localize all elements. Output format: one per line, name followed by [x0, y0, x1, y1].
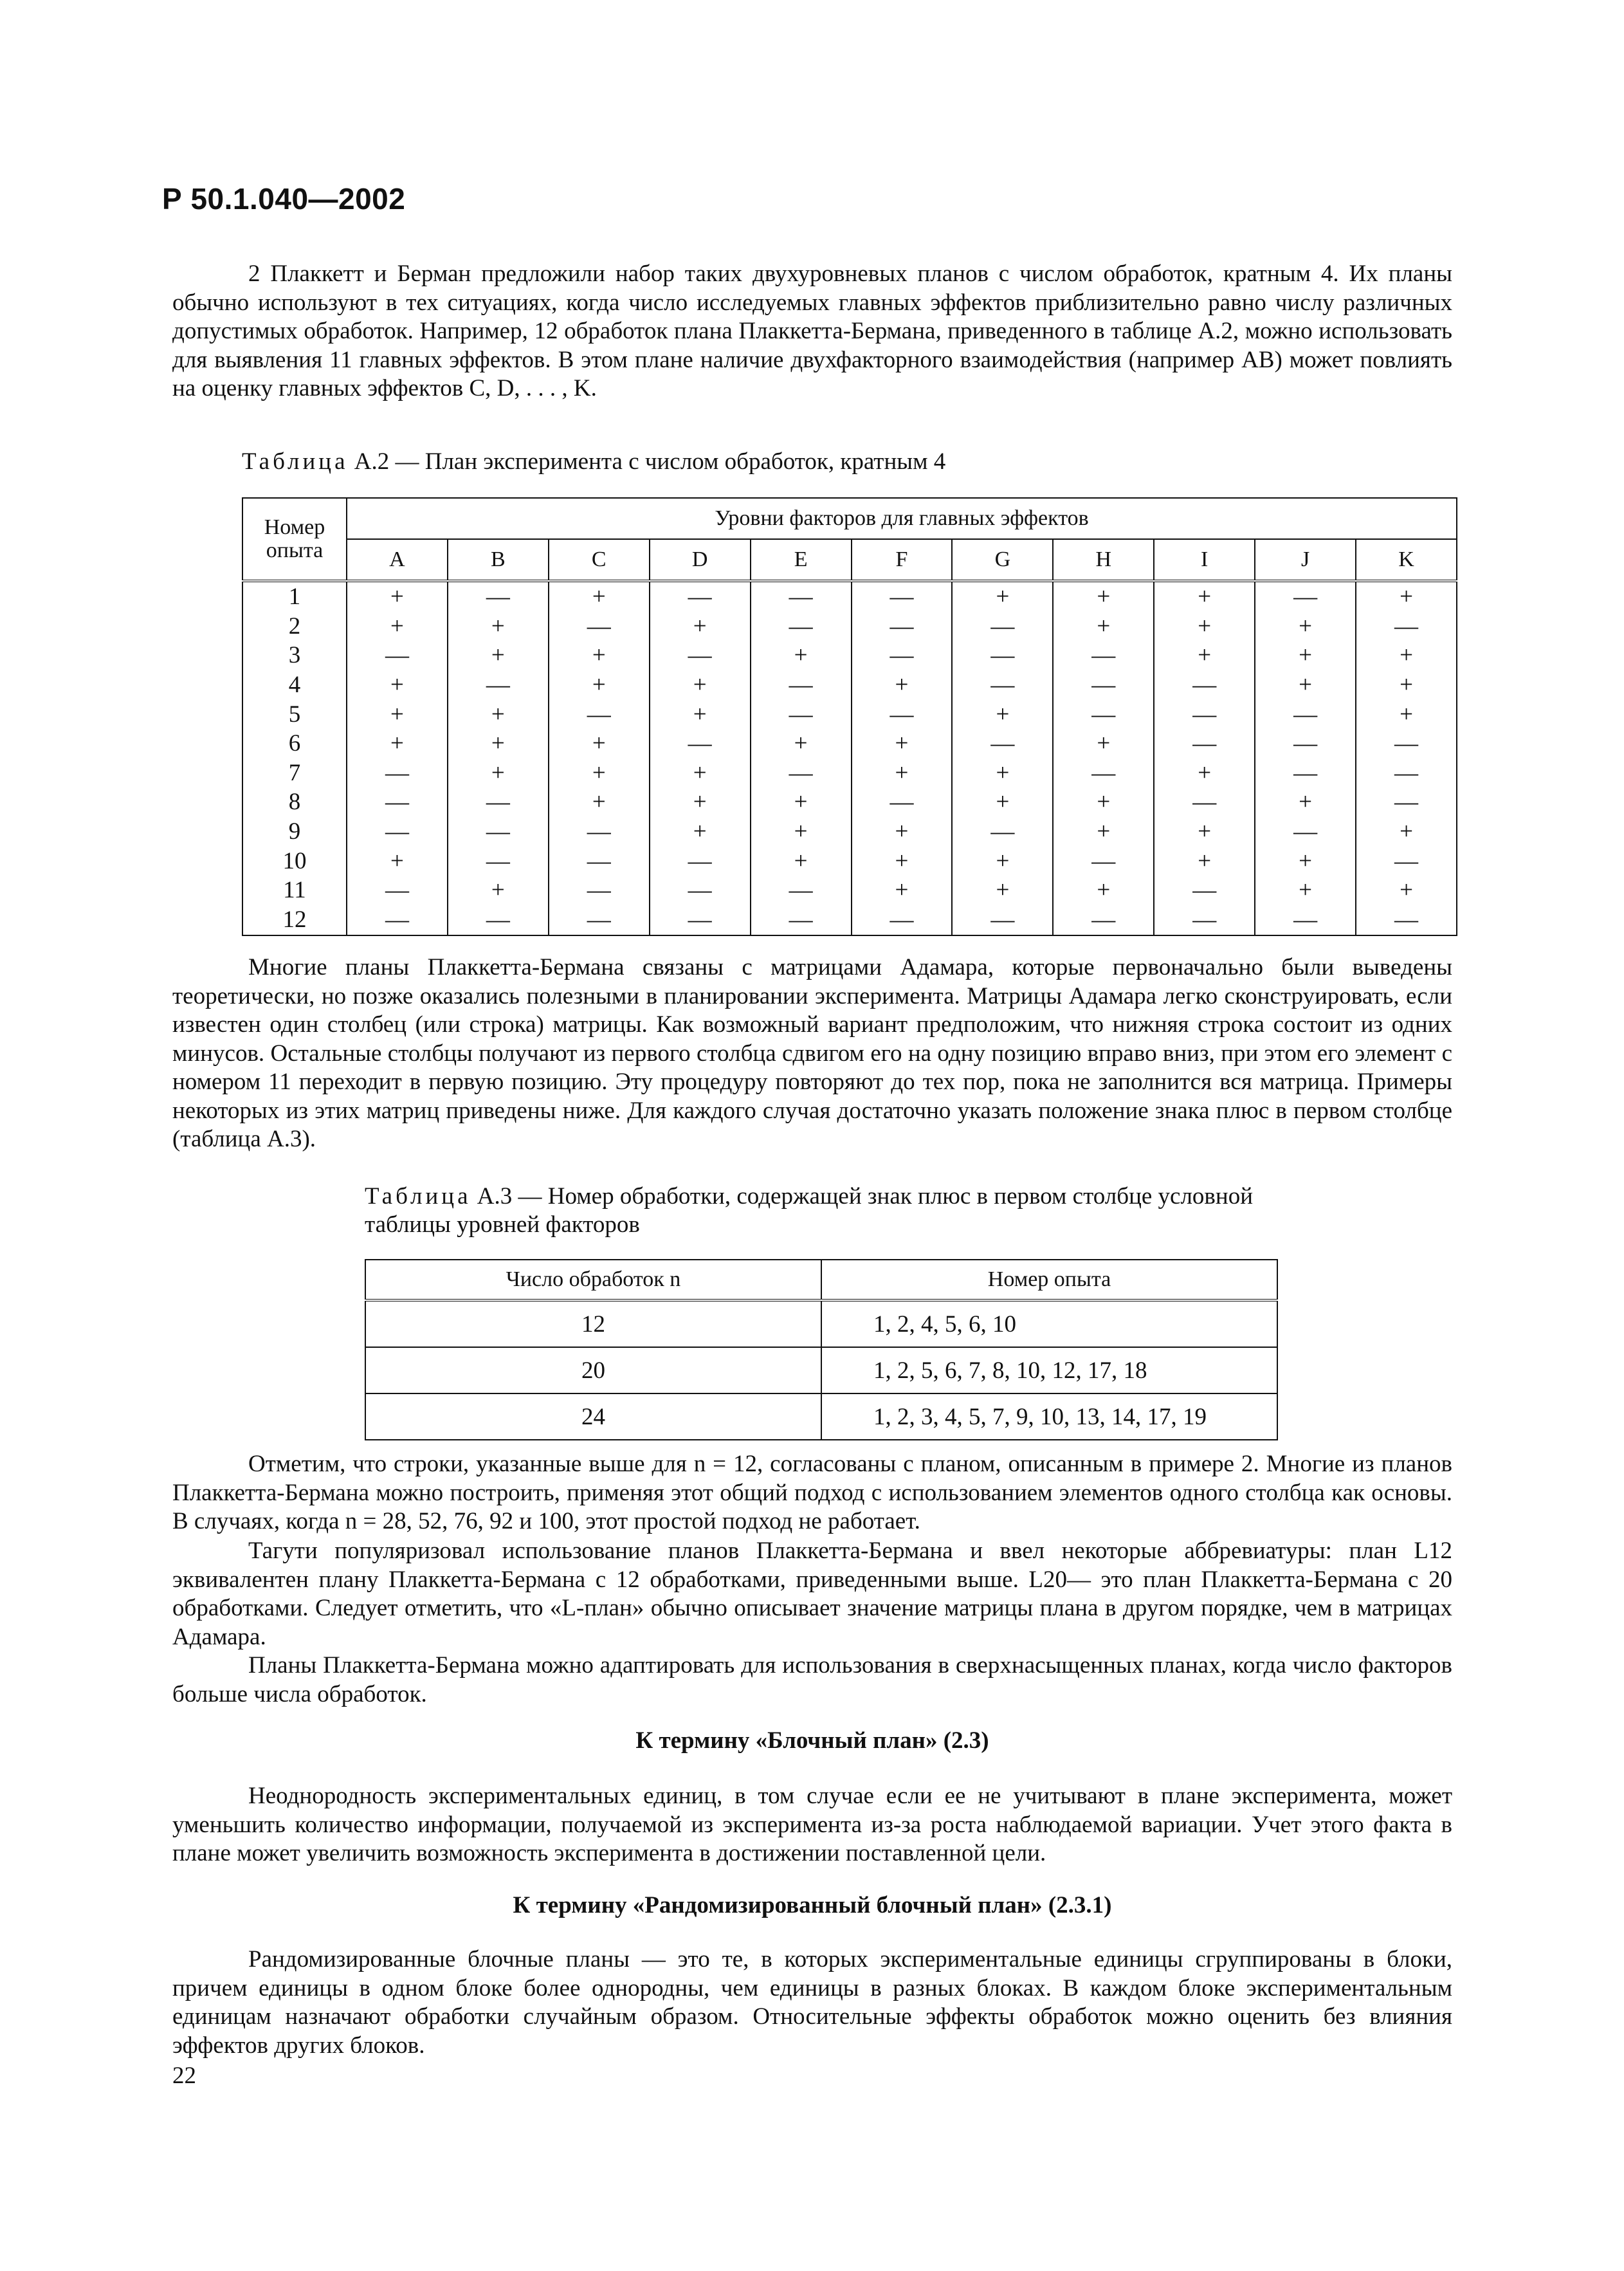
block-plan-paragraph: Неоднородность экспериментальных единиц, в том случае если ее не учитывают в плане эксперимента, может уменьшить количество информации, получаемой из эксперимента из-за роста наблюдаемой вариации. Учет этого факта в плане может увеличить возможность эксперимента в достижении поставленной цели. [172, 1783, 1452, 1866]
col-treatments-header: Число обработок n [365, 1260, 821, 1300]
factor-level-cell: — [952, 641, 1053, 670]
factor-column-header: B [448, 539, 549, 581]
factor-level-cell: — [650, 581, 751, 612]
run-number-cell: 12 [242, 905, 347, 935]
factor-level-cell: — [549, 817, 650, 847]
factor-level-cell: + [1255, 670, 1356, 700]
row-number-header: Номер опыта [242, 498, 347, 581]
factor-level-cell: + [852, 729, 953, 759]
factor-level-cell: + [549, 581, 650, 612]
factor-level-cell: + [751, 729, 852, 759]
factor-level-cell: — [650, 729, 751, 759]
factor-level-cell: + [549, 641, 650, 670]
run-number-cell: 4 [242, 670, 347, 700]
factor-level-cell: — [448, 817, 549, 847]
factor-level-cell: — [751, 700, 852, 730]
factor-level-cell: — [751, 581, 852, 612]
factor-level-cell: — [1356, 788, 1457, 818]
run-number-cell: 5 [242, 700, 347, 730]
table-row [365, 1393, 1277, 1440]
table-row [242, 641, 1457, 670]
table-row [242, 788, 1457, 818]
table-row [242, 700, 1457, 730]
run-number-cell: 8 [242, 788, 347, 818]
col-run-number-header: Номер опыта [821, 1260, 1277, 1300]
factor-levels-header: Уровни факторов для главных эффектов [347, 498, 1457, 539]
factor-level-cell: + [1255, 788, 1356, 818]
table-a2-caption-text: А.2 — План эксперимента с числом обработок, кратным 4 [354, 448, 946, 475]
factor-level-cell: — [347, 817, 448, 847]
factor-level-cell: — [852, 700, 953, 730]
factor-level-cell: + [347, 581, 448, 612]
table-row [242, 905, 1457, 935]
factor-level-cell: + [1356, 641, 1457, 670]
factor-level-cell: — [1053, 905, 1154, 935]
factor-level-cell: + [549, 670, 650, 700]
factor-level-cell: + [1053, 612, 1154, 641]
factor-level-cell: + [1154, 581, 1255, 612]
factor-level-cell: — [549, 700, 650, 730]
factor-level-cell: — [347, 876, 448, 906]
notes-paragraph-3: Планы Плаккетта-Бермана можно адаптировать для использования в сверхнасыщенных планах, когда число факторов больше числа обработок. [172, 1652, 1452, 1707]
factor-level-cell: — [650, 876, 751, 906]
factor-level-cell: — [1356, 612, 1457, 641]
factor-level-cell: — [347, 788, 448, 818]
factor-level-cell: — [549, 876, 650, 906]
factor-level-cell: + [549, 788, 650, 818]
factor-level-cell: — [448, 847, 549, 876]
factor-level-cell: — [1154, 905, 1255, 935]
factor-level-cell: — [650, 847, 751, 876]
factor-level-cell: — [448, 670, 549, 700]
factor-level-cell: — [1053, 847, 1154, 876]
factor-level-cell: + [347, 729, 448, 759]
factor-level-cell: — [751, 876, 852, 906]
factor-level-cell: + [1154, 641, 1255, 670]
factor-level-cell: — [852, 581, 953, 612]
factor-level-cell: — [852, 788, 953, 818]
run-number-cell: 1 [242, 581, 347, 612]
run-number-cell: 6 [242, 729, 347, 759]
factor-level-cell: + [448, 759, 549, 788]
run-number-cell: 9 [242, 817, 347, 847]
treatments-count-cell: 12 [365, 1300, 821, 1347]
table-row [242, 729, 1457, 759]
table-a3-caption-text: А.3 — Номер обработки, содержащей знак плюс в первом столбце условной [477, 1183, 1254, 1209]
factor-level-cell: — [1255, 581, 1356, 612]
factor-level-cell: + [650, 700, 751, 730]
factor-level-cell: + [1053, 788, 1154, 818]
factor-level-cell: — [1255, 759, 1356, 788]
factor-level-cell: + [650, 817, 751, 847]
factor-level-cell: + [852, 876, 953, 906]
factor-level-cell: + [1053, 581, 1154, 612]
factor-level-cell: — [751, 759, 852, 788]
factor-level-cell: + [952, 581, 1053, 612]
factor-level-cell: — [549, 612, 650, 641]
factor-level-cell: + [1255, 641, 1356, 670]
table-row [242, 581, 1457, 612]
factor-level-cell: — [650, 641, 751, 670]
factor-level-cell: — [852, 612, 953, 641]
factor-level-cell: — [1154, 788, 1255, 818]
run-number-cell: 2 [242, 612, 347, 641]
factor-level-cell: — [1053, 759, 1154, 788]
run-number-cell: 7 [242, 759, 347, 788]
run-number-cell: 3 [242, 641, 347, 670]
factor-level-cell: — [549, 905, 650, 935]
table-a2-caption [242, 448, 945, 476]
factor-level-cell: — [1356, 847, 1457, 876]
factor-level-cell: + [1356, 581, 1457, 612]
factor-level-cell: + [347, 700, 448, 730]
table-row [242, 817, 1457, 847]
factor-level-cell: — [952, 905, 1053, 935]
factor-level-cell: + [852, 670, 953, 700]
factor-level-cell: — [347, 905, 448, 935]
factor-level-cell: — [1154, 670, 1255, 700]
factor-column-header: F [852, 539, 953, 581]
table-a3 [365, 1259, 1278, 1440]
factor-level-cell: — [347, 641, 448, 670]
run-number-cell: 10 [242, 847, 347, 876]
intro-paragraph: 2 Плаккетт и Берман предложили набор таких двухуровневых планов с числом обработок, кратным 4. Их планы обычно используют в тех ситуациях, когда число исследуемых главных эффектов приблизительно равно числу различных допустимых обработок. Например, 12 обработок плана Плаккетта-Бермана, приведенного в таблице А.2, можно использовать для выявления 11 главных эффектов. В этом плане наличие двухфакторного взаимодействия (например АВ) может повлиять на оценку главных эффектов C, D, . . . , K. [172, 261, 1452, 401]
table-row [242, 876, 1457, 906]
factor-level-cell: — [952, 817, 1053, 847]
factor-level-cell: — [448, 581, 549, 612]
randomized-block-heading: К термину «Рандомизированный блочный план» (2.3.1) [513, 1892, 1112, 1918]
factor-level-cell: — [1053, 641, 1154, 670]
factor-level-cell: — [650, 905, 751, 935]
factor-level-cell: + [1053, 729, 1154, 759]
factor-level-cell: + [1154, 612, 1255, 641]
factor-level-cell: + [448, 876, 549, 906]
factor-level-cell: + [1356, 670, 1457, 700]
factor-level-cell: + [448, 612, 549, 641]
factor-level-cell: — [952, 670, 1053, 700]
factor-level-cell: — [952, 729, 1053, 759]
treatments-count-cell: 20 [365, 1347, 821, 1393]
table-row [365, 1347, 1277, 1393]
factor-level-cell: — [1356, 729, 1457, 759]
factor-level-cell: — [751, 670, 852, 700]
factor-level-cell: + [751, 788, 852, 818]
factor-column-header: C [549, 539, 650, 581]
factor-column-header: G [952, 539, 1053, 581]
table-row [242, 670, 1457, 700]
table-a3-caption-line2: таблицы уровней факторов [365, 1211, 640, 1238]
block-plan-heading: К термину «Блочный план» (2.3) [635, 1727, 989, 1754]
factor-level-cell: — [1255, 729, 1356, 759]
factor-level-cell: + [549, 759, 650, 788]
factor-level-cell: + [650, 788, 751, 818]
table-a3-caption-prefix: Таблица [365, 1183, 471, 1209]
factor-column-header: A [347, 539, 448, 581]
factor-level-cell: + [347, 847, 448, 876]
factor-level-cell: + [1356, 817, 1457, 847]
table-row [242, 759, 1457, 788]
factor-level-cell: + [751, 641, 852, 670]
run-numbers-cell: 1, 2, 5, 6, 7, 8, 10, 12, 17, 18 [821, 1347, 1277, 1393]
factor-level-cell: — [1053, 670, 1154, 700]
factor-level-cell: + [1154, 759, 1255, 788]
factor-level-cell: + [1356, 700, 1457, 730]
factor-level-cell: — [952, 612, 1053, 641]
table-a2-caption-prefix: Таблица [242, 448, 349, 475]
table-a3-caption [365, 1182, 1253, 1239]
page-number: 22 [172, 2063, 196, 2089]
hadamard-paragraph: Многие планы Плаккетта-Бермана связаны с матрицами Адамара, которые первоначально были выведены теоретически, но позже оказались полезными в планировании эксперимента. Матрицы Адамара легко сконструировать, если известен один столбец (или строка) матрицы. Как возможный вариант предположим, что нижняя строка состоит из одних минусов. Остальные столбцы получают из первого столбца сдвигом его на одну позицию вправо вниз, при этом его элемент с номером 11 переходит в первую позицию. Эту процедуру повторяют до тех пор, пока не заполнится вся матрица. Примеры некоторых из этих матриц приведены ниже. Для каждого случая достаточно указать положение знака плюс в первом столбце (таблица А.3). [172, 954, 1452, 1152]
factor-level-cell: + [1154, 847, 1255, 876]
factor-level-cell: + [1053, 817, 1154, 847]
factor-column-header: E [751, 539, 852, 581]
table-row [242, 612, 1457, 641]
factor-level-cell: + [952, 788, 1053, 818]
factor-level-cell: + [952, 876, 1053, 906]
factor-level-cell: + [852, 817, 953, 847]
factor-level-cell: + [448, 729, 549, 759]
factor-level-cell: + [549, 729, 650, 759]
factor-level-cell: + [1255, 612, 1356, 641]
factor-level-cell: + [650, 759, 751, 788]
table-row [242, 847, 1457, 876]
factor-level-cell: + [952, 700, 1053, 730]
run-number-cell: 11 [242, 876, 347, 906]
notes-paragraph-1: Отметим, что строки, указанные выше для n = 12, согласованы с планом, описанным в примере 2. Многие из планов Плаккетта-Бермана можно построить, применяя этот общий подход с использованием элементов одного столбца как основы. В случаях, когда n = 28, 52, 76, 92 и 100, этот простой подход не работает. [172, 1451, 1452, 1534]
factor-level-cell: + [448, 700, 549, 730]
factor-level-cell: + [347, 612, 448, 641]
factor-level-cell: — [751, 612, 852, 641]
factor-level-cell: + [347, 670, 448, 700]
factor-level-cell: — [852, 641, 953, 670]
factor-level-cell: + [952, 759, 1053, 788]
factor-level-cell: — [1255, 905, 1356, 935]
factor-level-cell: + [1356, 876, 1457, 906]
factor-level-cell: — [448, 788, 549, 818]
table-row [365, 1300, 1277, 1347]
factor-level-cell: — [1053, 700, 1154, 730]
factor-column-header: I [1154, 539, 1255, 581]
factor-level-cell: — [1255, 700, 1356, 730]
randomized-block-paragraph: Рандомизированные блочные планы — это те, в которых экспериментальные единицы сгруппированы в блоки, причем единицы в одном блоке более однородны, чем единицы в разных блоках. В каждом блоке экспериментальным единицам назначают обработки случайным образом. Относительные эффекты обработок можно оценить без влияния эффектов других блоков. [172, 1946, 1452, 2059]
factor-level-cell: + [751, 847, 852, 876]
factor-level-cell: + [650, 670, 751, 700]
factor-level-cell: — [1154, 700, 1255, 730]
factor-level-cell: — [751, 905, 852, 935]
factor-level-cell: + [1053, 876, 1154, 906]
factor-level-cell: — [549, 847, 650, 876]
factor-level-cell: + [1255, 876, 1356, 906]
factor-level-cell: — [448, 905, 549, 935]
factor-column-header: J [1255, 539, 1356, 581]
table-a2 [242, 497, 1457, 936]
factor-column-header: K [1356, 539, 1457, 581]
run-numbers-cell: 1, 2, 3, 4, 5, 7, 9, 10, 13, 14, 17, 19 [821, 1393, 1277, 1440]
factor-level-cell: — [1356, 759, 1457, 788]
factor-level-cell: + [852, 759, 953, 788]
factor-level-cell: — [1154, 876, 1255, 906]
factor-level-cell: + [448, 641, 549, 670]
factor-level-cell: + [1255, 847, 1356, 876]
notes-paragraph-2: Тагути популяризовал использование планов Плаккетта-Бермана и ввел некоторые аббревиатуры: план L12 эквивалентен плану Плаккетта-Бермана с 12 обработками, приведенными выше. L20— это план Плаккетта-Бермана с 20 обработками. Следует отметить, что «L-план» обычно описывает значение матрицы плана в другом порядке, чем в матрицах Адамара. [172, 1538, 1452, 1650]
treatments-count-cell: 24 [365, 1393, 821, 1440]
factor-level-cell: — [1356, 905, 1457, 935]
run-numbers-cell: 1, 2, 4, 5, 6, 10 [821, 1300, 1277, 1347]
factor-level-cell: + [952, 847, 1053, 876]
factor-level-cell: — [852, 905, 953, 935]
factor-level-cell: — [347, 759, 448, 788]
factor-level-cell: — [1154, 729, 1255, 759]
factor-column-header: H [1053, 539, 1154, 581]
factor-level-cell: + [1154, 817, 1255, 847]
factor-column-header: D [650, 539, 751, 581]
factor-level-cell: + [751, 817, 852, 847]
factor-level-cell: + [852, 847, 953, 876]
factor-level-cell: — [1255, 817, 1356, 847]
factor-level-cell: + [650, 612, 751, 641]
document-number: Р 50.1.040—2002 [162, 182, 406, 216]
